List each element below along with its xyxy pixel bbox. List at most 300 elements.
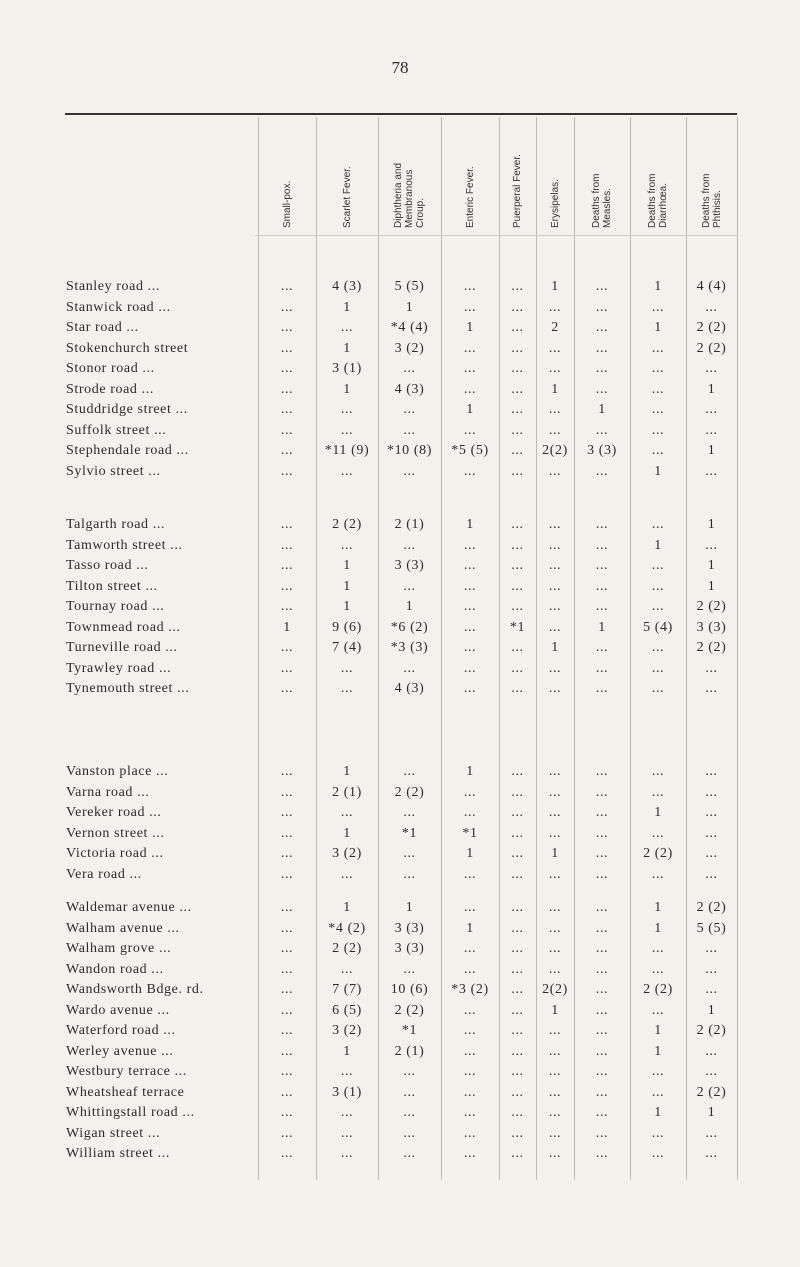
cell-small-pox: ... bbox=[280, 422, 294, 438]
cell-deaths-phthisis: ... bbox=[705, 1146, 718, 1161]
cell-diphtheria: 2 (2) bbox=[394, 1002, 425, 1018]
table-row bbox=[0, 443, 800, 463]
table-row bbox=[0, 805, 800, 825]
table-row bbox=[0, 382, 800, 402]
cell-puerperal-fever: ... bbox=[511, 422, 524, 438]
cell-erysipelas: 1 bbox=[551, 640, 559, 655]
cell-deaths-phthisis: ... bbox=[705, 866, 718, 882]
cell-diphtheria: 10 (6) bbox=[390, 982, 429, 997]
cell-scarlet-fever: *4 (2) bbox=[328, 920, 366, 936]
cell-small-pox: ... bbox=[280, 982, 294, 997]
column-header-label: Deaths from Phthisis. bbox=[700, 173, 723, 228]
street-name: Vereker road ... bbox=[66, 805, 162, 820]
cell-small-pox: ... bbox=[280, 1002, 294, 1018]
cell-enteric-fever: ... bbox=[463, 599, 477, 614]
table-row bbox=[0, 320, 800, 340]
cell-enteric-fever: ... bbox=[463, 619, 477, 635]
cell-diphtheria: 1 bbox=[405, 900, 414, 915]
cell-enteric-fever: ... bbox=[463, 463, 477, 479]
cell-deaths-diarrhoea: 1 bbox=[654, 537, 662, 553]
cell-deaths-phthisis: 1 bbox=[707, 1002, 716, 1018]
cell-small-pox: ... bbox=[280, 517, 294, 532]
cell-deaths-measles: ... bbox=[595, 1105, 609, 1120]
column-header-deaths-measles bbox=[574, 120, 630, 232]
table-row bbox=[0, 423, 800, 443]
street-name: William street ... bbox=[66, 1146, 170, 1161]
cell-deaths-phthisis: ... bbox=[705, 784, 718, 800]
cell-deaths-phthisis: 1 bbox=[707, 578, 716, 594]
cell-enteric-fever: 1 bbox=[466, 402, 474, 417]
cell-erysipelas: ... bbox=[548, 1105, 562, 1120]
cell-deaths-diarrhoea: ... bbox=[651, 443, 665, 458]
cell-deaths-phthisis: 1 bbox=[707, 443, 716, 458]
cell-erysipelas: ... bbox=[548, 578, 562, 594]
cell-erysipelas: ... bbox=[548, 1125, 562, 1141]
table-row bbox=[0, 517, 800, 537]
street-name: Walham avenue ... bbox=[66, 920, 180, 936]
cell-puerperal-fever: ... bbox=[511, 402, 524, 417]
cell-enteric-fever: ... bbox=[463, 805, 477, 820]
column-header-deaths-diarrhoea bbox=[630, 120, 686, 232]
table-row bbox=[0, 579, 800, 599]
table-row bbox=[0, 681, 800, 701]
column-header-label: Diphtheria and Membranous Croup. bbox=[393, 162, 426, 228]
cell-small-pox: ... bbox=[280, 1023, 294, 1038]
cell-erysipelas: ... bbox=[548, 941, 562, 956]
cell-enteric-fever: ... bbox=[463, 640, 477, 655]
street-name: Stephendale road ... bbox=[66, 443, 189, 458]
cell-deaths-phthisis: ... bbox=[705, 681, 718, 696]
street-name: Vernon street ... bbox=[66, 825, 165, 841]
cell-deaths-diarrhoea: ... bbox=[651, 361, 665, 376]
cell-small-pox: ... bbox=[280, 866, 294, 882]
cell-enteric-fever: ... bbox=[463, 381, 477, 397]
cell-deaths-diarrhoea: ... bbox=[651, 299, 665, 315]
cell-deaths-phthisis: ... bbox=[705, 805, 718, 820]
cell-puerperal-fever: ... bbox=[511, 381, 524, 397]
cell-deaths-measles: ... bbox=[595, 279, 609, 294]
cell-scarlet-fever: 3 (1) bbox=[332, 1084, 362, 1100]
cell-deaths-phthisis: ... bbox=[705, 422, 718, 438]
cell-erysipelas: ... bbox=[548, 764, 562, 779]
cell-deaths-measles: ... bbox=[595, 381, 609, 397]
cell-deaths-diarrhoea: 1 bbox=[654, 1023, 662, 1038]
cell-enteric-fever: ... bbox=[463, 961, 477, 977]
cell-diphtheria: ... bbox=[403, 463, 416, 479]
cell-scarlet-fever: ... bbox=[340, 1146, 354, 1161]
table-row bbox=[0, 640, 800, 660]
cell-erysipelas: ... bbox=[548, 463, 562, 479]
cell-scarlet-fever: 1 bbox=[343, 1043, 351, 1059]
cell-deaths-diarrhoea: ... bbox=[651, 340, 665, 356]
cell-puerperal-fever: ... bbox=[511, 1064, 524, 1079]
cell-puerperal-fever: ... bbox=[511, 1125, 524, 1141]
cell-diphtheria: 1 bbox=[405, 299, 414, 315]
table-row bbox=[0, 1105, 800, 1125]
cell-small-pox: ... bbox=[280, 660, 294, 676]
cell-deaths-phthisis: 4 (4) bbox=[696, 279, 727, 294]
cell-puerperal-fever: ... bbox=[511, 537, 524, 553]
cell-deaths-diarrhoea: 1 bbox=[654, 463, 662, 479]
cell-puerperal-fever: ... bbox=[511, 463, 524, 479]
cell-small-pox: ... bbox=[280, 681, 294, 696]
cell-erysipelas: 1 bbox=[551, 381, 559, 397]
cell-deaths-measles: ... bbox=[595, 681, 609, 696]
cell-scarlet-fever: 1 bbox=[343, 599, 351, 614]
cell-scarlet-fever: 1 bbox=[343, 578, 351, 594]
street-name: Stanley road ... bbox=[66, 279, 160, 294]
cell-deaths-diarrhoea: ... bbox=[651, 1084, 665, 1100]
cell-enteric-fever: ... bbox=[463, 866, 477, 882]
table-row bbox=[0, 1146, 800, 1166]
cell-puerperal-fever: ... bbox=[511, 1043, 524, 1059]
cell-scarlet-fever: 4 (3) bbox=[332, 279, 362, 294]
cell-enteric-fever: ... bbox=[463, 558, 477, 573]
cell-diphtheria: *1 bbox=[401, 825, 418, 841]
cell-deaths-measles: ... bbox=[595, 1002, 609, 1018]
cell-deaths-measles: ... bbox=[595, 1084, 609, 1100]
cell-enteric-fever: 1 bbox=[466, 517, 474, 532]
cell-deaths-phthisis: ... bbox=[705, 961, 718, 977]
table-row bbox=[0, 941, 800, 961]
cell-enteric-fever: 1 bbox=[466, 920, 474, 936]
cell-diphtheria: ... bbox=[403, 361, 416, 376]
street-name: Werley avenue ... bbox=[66, 1043, 174, 1059]
cell-erysipelas: ... bbox=[548, 920, 562, 936]
cell-erysipelas: ... bbox=[548, 961, 562, 977]
cell-deaths-measles: ... bbox=[595, 660, 609, 676]
cell-small-pox: ... bbox=[280, 340, 294, 356]
cell-puerperal-fever: ... bbox=[511, 825, 524, 841]
cell-puerperal-fever: ... bbox=[511, 578, 524, 594]
street-name: Wigan street ... bbox=[66, 1125, 161, 1141]
cell-deaths-diarrhoea: ... bbox=[651, 517, 665, 532]
cell-deaths-phthisis: ... bbox=[705, 982, 718, 997]
cell-deaths-diarrhoea: ... bbox=[651, 660, 665, 676]
cell-puerperal-fever: ... bbox=[511, 681, 524, 696]
cell-deaths-diarrhoea: 2 (2) bbox=[643, 982, 673, 997]
cell-deaths-phthisis: 2 (2) bbox=[696, 900, 727, 915]
cell-puerperal-fever: ... bbox=[511, 866, 524, 882]
street-name: Walham grove ... bbox=[66, 941, 172, 956]
street-name: Tyrawley road ... bbox=[66, 660, 172, 676]
cell-deaths-diarrhoea: ... bbox=[651, 558, 665, 573]
cell-diphtheria: ... bbox=[403, 1146, 416, 1161]
top-rule bbox=[65, 113, 737, 115]
table-row bbox=[0, 361, 800, 381]
cell-enteric-fever: ... bbox=[463, 422, 477, 438]
street-name: Tournay road ... bbox=[66, 599, 165, 614]
cell-small-pox: ... bbox=[280, 463, 294, 479]
table-row bbox=[0, 538, 800, 558]
cell-puerperal-fever: ... bbox=[511, 558, 524, 573]
cell-puerperal-fever: ... bbox=[511, 784, 524, 800]
cell-deaths-measles: ... bbox=[595, 537, 609, 553]
cell-deaths-measles: ... bbox=[595, 422, 609, 438]
cell-small-pox: ... bbox=[280, 599, 294, 614]
table-row bbox=[0, 1126, 800, 1146]
cell-deaths-phthisis: ... bbox=[705, 1125, 718, 1141]
cell-deaths-measles: ... bbox=[595, 982, 609, 997]
column-header-puerperal-fever bbox=[499, 120, 536, 232]
cell-erysipelas: ... bbox=[548, 681, 562, 696]
cell-enteric-fever: ... bbox=[463, 578, 477, 594]
cell-deaths-phthisis: 1 bbox=[707, 558, 716, 573]
cell-puerperal-fever: ... bbox=[511, 340, 524, 356]
column-header-enteric-fever bbox=[441, 120, 499, 232]
cell-enteric-fever: ... bbox=[463, 340, 477, 356]
cell-diphtheria: ... bbox=[403, 422, 416, 438]
street-name: Wardo avenue ... bbox=[66, 1002, 170, 1018]
cell-erysipelas: 1 bbox=[551, 846, 559, 861]
cell-deaths-diarrhoea: ... bbox=[651, 941, 665, 956]
column-header-diphtheria bbox=[378, 120, 441, 232]
cell-puerperal-fever: ... bbox=[511, 982, 524, 997]
cell-puerperal-fever: ... bbox=[511, 443, 524, 458]
cell-scarlet-fever: ... bbox=[340, 422, 354, 438]
street-name: Varna road ... bbox=[66, 784, 150, 800]
cell-enteric-fever: ... bbox=[463, 537, 477, 553]
cell-deaths-measles: ... bbox=[595, 599, 609, 614]
cell-deaths-diarrhoea: ... bbox=[651, 578, 665, 594]
street-name: Sylvio street ... bbox=[66, 463, 161, 479]
table-row bbox=[0, 785, 800, 805]
cell-enteric-fever: ... bbox=[463, 1105, 477, 1120]
cell-enteric-fever: ... bbox=[463, 941, 477, 956]
column-header-small-pox bbox=[258, 120, 316, 232]
cell-puerperal-fever: ... bbox=[511, 764, 524, 779]
cell-scarlet-fever: ... bbox=[340, 1064, 354, 1079]
cell-enteric-fever: ... bbox=[463, 1023, 477, 1038]
street-name: Vanston place ... bbox=[66, 764, 169, 779]
cell-puerperal-fever: ... bbox=[511, 599, 524, 614]
cell-small-pox: ... bbox=[280, 320, 294, 335]
cell-diphtheria: ... bbox=[403, 866, 416, 882]
page-number: 78 bbox=[391, 58, 409, 77]
cell-diphtheria: ... bbox=[403, 402, 416, 417]
cell-scarlet-fever: ... bbox=[340, 463, 354, 479]
cell-scarlet-fever: 1 bbox=[343, 340, 351, 356]
table-row bbox=[0, 558, 800, 578]
cell-enteric-fever: ... bbox=[463, 900, 477, 915]
cell-deaths-phthisis: 5 (5) bbox=[696, 920, 727, 936]
cell-enteric-fever: ... bbox=[463, 299, 477, 315]
cell-deaths-diarrhoea: ... bbox=[651, 422, 665, 438]
street-name: Tynemouth street ... bbox=[66, 681, 190, 696]
cell-deaths-measles: ... bbox=[595, 578, 609, 594]
cell-deaths-measles: 3 (3) bbox=[587, 443, 617, 458]
cell-small-pox: ... bbox=[280, 381, 294, 397]
cell-small-pox: ... bbox=[280, 1064, 294, 1079]
cell-diphtheria: *10 (8) bbox=[386, 443, 433, 458]
cell-diphtheria: 3 (3) bbox=[394, 920, 425, 936]
street-name: Suffolk street ... bbox=[66, 422, 167, 438]
cell-erysipelas: ... bbox=[548, 866, 562, 882]
cell-small-pox: ... bbox=[280, 640, 294, 655]
cell-erysipelas: ... bbox=[548, 537, 562, 553]
cell-deaths-diarrhoea: ... bbox=[651, 1002, 665, 1018]
cell-deaths-diarrhoea: 1 bbox=[654, 320, 662, 335]
cell-scarlet-fever: ... bbox=[340, 402, 354, 417]
column-header-label: Puerperal Fever. bbox=[512, 154, 523, 228]
cell-enteric-fever: 1 bbox=[466, 764, 474, 779]
cell-scarlet-fever: 1 bbox=[343, 825, 351, 841]
street-name: Star road ... bbox=[66, 320, 139, 335]
cell-deaths-measles: ... bbox=[595, 361, 609, 376]
column-header-label: Small-pox. bbox=[281, 180, 293, 228]
table-row bbox=[0, 464, 800, 484]
cell-deaths-measles: ... bbox=[595, 961, 609, 977]
cell-scarlet-fever: *11 (9) bbox=[324, 443, 370, 458]
cell-diphtheria: *1 bbox=[401, 1023, 418, 1038]
cell-enteric-fever: ... bbox=[463, 1146, 477, 1161]
cell-erysipelas: ... bbox=[548, 1023, 562, 1038]
cell-scarlet-fever: 6 (5) bbox=[332, 1002, 362, 1018]
cell-small-pox: ... bbox=[280, 578, 294, 594]
cell-scarlet-fever: 7 (4) bbox=[332, 640, 362, 655]
cell-deaths-measles: ... bbox=[595, 1125, 609, 1141]
cell-deaths-diarrhoea: ... bbox=[651, 1146, 665, 1161]
cell-enteric-fever: ... bbox=[463, 681, 477, 696]
column-header-label: Erysipelas. bbox=[549, 179, 561, 228]
cell-scarlet-fever: 1 bbox=[343, 764, 351, 779]
cell-enteric-fever: ... bbox=[463, 1043, 477, 1059]
cell-puerperal-fever: ... bbox=[511, 320, 524, 335]
cell-deaths-measles: ... bbox=[595, 517, 609, 532]
street-name: Wandon road ... bbox=[66, 961, 164, 977]
cell-erysipelas: ... bbox=[548, 619, 562, 635]
street-name: Studdridge street ... bbox=[66, 402, 188, 417]
cell-scarlet-fever: 7 (7) bbox=[332, 982, 362, 997]
cell-enteric-fever: ... bbox=[463, 1064, 477, 1079]
cell-deaths-phthisis: 1 bbox=[707, 381, 716, 397]
cell-scarlet-fever: 3 (2) bbox=[332, 846, 362, 861]
street-name: Turneville road ... bbox=[66, 640, 178, 655]
cell-deaths-phthisis: 2 (2) bbox=[696, 1084, 727, 1100]
cell-puerperal-fever: ... bbox=[511, 846, 524, 861]
cell-erysipelas: ... bbox=[548, 1084, 562, 1100]
cell-deaths-diarrhoea: ... bbox=[651, 784, 665, 800]
cell-deaths-diarrhoea: 5 (4) bbox=[643, 619, 673, 635]
cell-deaths-measles: ... bbox=[595, 866, 609, 882]
cell-deaths-diarrhoea: ... bbox=[651, 961, 665, 977]
column-header-erysipelas bbox=[536, 120, 574, 232]
cell-scarlet-fever: ... bbox=[340, 805, 354, 820]
cell-deaths-measles: ... bbox=[595, 320, 609, 335]
cell-puerperal-fever: ... bbox=[511, 1146, 524, 1161]
cell-deaths-measles: ... bbox=[595, 299, 609, 315]
column-header-label: Deaths from Diarrhœa. bbox=[647, 173, 669, 228]
cell-enteric-fever: ... bbox=[463, 279, 477, 294]
cell-small-pox: ... bbox=[280, 825, 294, 841]
street-name: Stonor road ... bbox=[66, 361, 155, 376]
cell-small-pox: ... bbox=[280, 764, 294, 779]
cell-small-pox: ... bbox=[280, 1043, 294, 1059]
cell-scarlet-fever: ... bbox=[340, 320, 354, 335]
cell-deaths-diarrhoea: ... bbox=[651, 640, 665, 655]
cell-scarlet-fever: 2 (2) bbox=[332, 941, 362, 956]
cell-enteric-fever: ... bbox=[463, 361, 477, 376]
street-name: Waldemar avenue ... bbox=[66, 900, 192, 915]
cell-small-pox: ... bbox=[280, 299, 294, 315]
cell-enteric-fever: 1 bbox=[466, 320, 474, 335]
cell-diphtheria: ... bbox=[403, 578, 416, 594]
cell-erysipelas: ... bbox=[548, 422, 562, 438]
cell-erysipelas: ... bbox=[548, 1146, 562, 1161]
table-row bbox=[0, 1044, 800, 1064]
cell-deaths-measles: 1 bbox=[598, 402, 606, 417]
cell-small-pox: ... bbox=[280, 361, 294, 376]
cell-erysipelas: ... bbox=[548, 825, 562, 841]
street-name: Tasso road ... bbox=[66, 558, 149, 573]
cell-small-pox: ... bbox=[280, 279, 294, 294]
cell-enteric-fever: ... bbox=[463, 784, 477, 800]
cell-deaths-phthisis: ... bbox=[705, 1043, 718, 1059]
table-row bbox=[0, 341, 800, 361]
cell-deaths-measles: ... bbox=[595, 920, 609, 936]
cell-deaths-phthisis: ... bbox=[705, 299, 718, 315]
cell-deaths-diarrhoea: ... bbox=[651, 1125, 665, 1141]
cell-deaths-diarrhoea: ... bbox=[651, 764, 665, 779]
cell-scarlet-fever: 1 bbox=[343, 558, 351, 573]
street-name: Townmead road ... bbox=[66, 619, 181, 635]
cell-small-pox: ... bbox=[280, 961, 294, 977]
cell-scarlet-fever: ... bbox=[340, 866, 354, 882]
cell-deaths-measles: ... bbox=[595, 764, 609, 779]
cell-erysipelas: ... bbox=[548, 402, 562, 417]
cell-scarlet-fever: ... bbox=[340, 681, 354, 696]
cell-diphtheria: ... bbox=[403, 846, 416, 861]
cell-deaths-diarrhoea: ... bbox=[651, 381, 665, 397]
cell-diphtheria: 4 (3) bbox=[394, 381, 425, 397]
cell-deaths-phthisis: ... bbox=[705, 825, 718, 841]
cell-deaths-measles: ... bbox=[595, 846, 609, 861]
cell-diphtheria: 3 (3) bbox=[394, 941, 425, 956]
cell-erysipelas: ... bbox=[548, 340, 562, 356]
table-row bbox=[0, 962, 800, 982]
cell-diphtheria: *3 (3) bbox=[390, 640, 429, 655]
cell-diphtheria: 1 bbox=[405, 599, 414, 614]
street-name: Vera road ... bbox=[66, 866, 142, 882]
table-row bbox=[0, 1003, 800, 1023]
cell-deaths-measles: ... bbox=[595, 805, 609, 820]
cell-diphtheria: *4 (4) bbox=[390, 320, 429, 335]
cell-deaths-phthisis: ... bbox=[705, 402, 718, 417]
cell-scarlet-fever: ... bbox=[340, 537, 354, 553]
cell-puerperal-fever: ... bbox=[511, 941, 524, 956]
cell-small-pox: 1 bbox=[283, 619, 291, 635]
table-row bbox=[0, 661, 800, 681]
street-name: Talgarth road ... bbox=[66, 517, 166, 532]
cell-deaths-diarrhoea: ... bbox=[651, 825, 665, 841]
street-name: Victoria road ... bbox=[66, 846, 164, 861]
cell-deaths-diarrhoea: ... bbox=[651, 1064, 665, 1079]
cell-puerperal-fever: ... bbox=[511, 900, 524, 915]
street-name: Tamworth street ... bbox=[66, 537, 183, 553]
cell-deaths-diarrhoea: 2 (2) bbox=[643, 846, 673, 861]
street-name: Stanwick road ... bbox=[66, 299, 171, 315]
cell-diphtheria: 4 (3) bbox=[394, 681, 425, 696]
cell-small-pox: ... bbox=[280, 920, 294, 936]
cell-deaths-phthisis: 2 (2) bbox=[696, 340, 727, 356]
cell-deaths-measles: ... bbox=[595, 640, 609, 655]
cell-erysipelas: ... bbox=[548, 784, 562, 800]
cell-diphtheria: ... bbox=[403, 660, 416, 676]
cell-diphtheria: ... bbox=[403, 1064, 416, 1079]
cell-scarlet-fever: 1 bbox=[343, 299, 351, 315]
header-rule bbox=[255, 235, 737, 236]
cell-enteric-fever: 1 bbox=[466, 846, 474, 861]
